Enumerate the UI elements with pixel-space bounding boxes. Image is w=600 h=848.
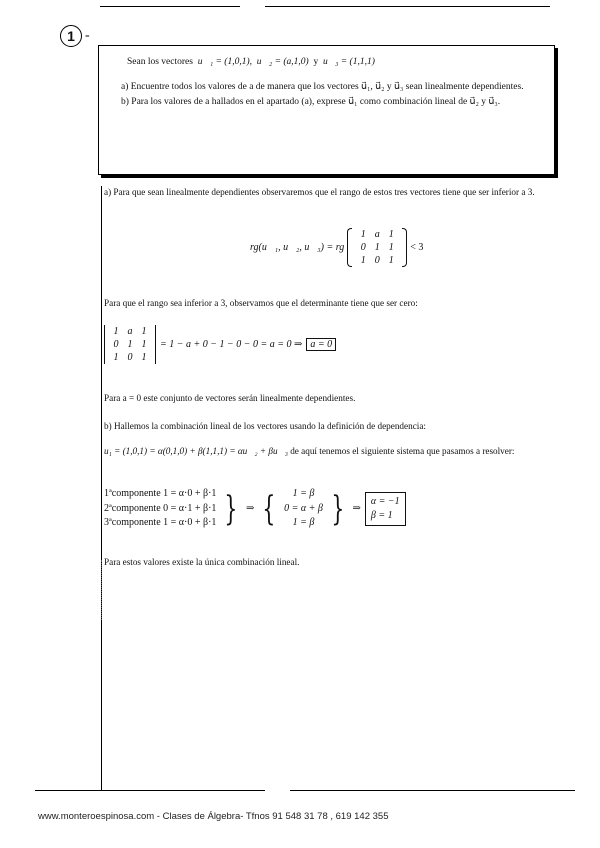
statement-part-b: b) Para los valores de a hallados en el apartado (a), exprese u⃗₁ como combinación lineal de u⃗₂ y u⃗₃. (121, 96, 501, 107)
exercise-number: 1 (60, 25, 82, 47)
determinant-expression (104, 325, 336, 364)
det-intro: Para que el rango sea inferior a 3, observamos que el determinante tiene que ser cero: (104, 298, 418, 308)
vector-u3: u⃗₃ = (1,1,1) (322, 57, 375, 67)
simplified-row: 1 = β (292, 488, 315, 499)
system-row: 2ªcomponente 0 = α·1 + β·1 (104, 502, 217, 514)
bottom-rule-left (35, 790, 265, 791)
rank-matrix-grid (352, 228, 402, 267)
det-expr: = 1 − a + 0 − 1 − 0 − 0 = a = 0 ⇒ (160, 339, 303, 350)
right-brace: } (224, 488, 238, 529)
rank-matrix-cell: 0 (360, 242, 366, 253)
rank-matrix-cell: 1 (388, 229, 394, 240)
exercise-dash: - (85, 28, 90, 43)
statement-part-a: a) Encuentre todos los valores de a de manera que los vectores u⃗₁, u⃗₂ y u⃗₃ sean linealmente dependientes. (121, 81, 524, 92)
system-row: 1ªcomponente 1 = α·0 + β·1 (104, 488, 217, 499)
b-intro: b) Hallemos la combinación lineal de los vectores usando la definición de dependencia: (104, 421, 426, 431)
rank-matrix-cell: 1 (388, 242, 394, 253)
combo-tail: de aquí tenemos el siguiente sistema que pasamos a resolver: (290, 446, 515, 456)
solution-a-intro: a) Para que sean linealmente dependientes observaremos que el rango de estos tres vectores tiene que ser inferior a 3. (104, 187, 535, 197)
system-simplified (284, 487, 323, 531)
statement-vectors: Sean los vectores u⃗₁ = (1,0,1), u⃗₂ = (a,1,0) y u⃗₃ = (1,1,1) (127, 57, 375, 67)
solution-row: α = −1 (370, 495, 400, 507)
simplified-row: 1 = β (292, 517, 315, 528)
top-rule-left (100, 6, 240, 7)
rank-rhs: < 3 (410, 242, 424, 253)
margin-line (101, 186, 102, 791)
det-result: a = 0 (306, 338, 336, 351)
vector-u1: u⃗₁ = (1,0,1) (197, 57, 250, 67)
rank-matrix-cell: 1 (388, 255, 394, 266)
final-sentence: Para estos valores existe la única combinación lineal. (104, 557, 300, 567)
implies-arrow-1: ⇒ (246, 503, 255, 515)
statement-box (98, 45, 555, 175)
det-matrix-cell: 0 (127, 352, 133, 363)
rank-matrix-cell: 0 (374, 255, 380, 266)
det-matrix (104, 325, 156, 364)
combo-eq: u₁ = (1,0,1) = α(0,1,0) + β(1,1,1) = αu⃗₂ + βu⃗₃ (104, 446, 288, 456)
margin-dots (101, 560, 103, 620)
det-matrix-cell: 1 (113, 326, 119, 337)
rank-matrix-cell: a (374, 229, 380, 240)
det-matrix-cell: 1 (141, 352, 147, 363)
left-brace: { (262, 488, 276, 529)
det-matrix-cell: 1 (141, 339, 147, 350)
solution-row: β = 1 (370, 509, 393, 521)
system-row: 3ªcomponente 1 = α·0 + β·1 (104, 517, 217, 528)
rank-matrix-cell: 1 (374, 242, 380, 253)
rank-matrix (347, 228, 407, 267)
top-rule-right (265, 6, 550, 7)
combination-line (104, 445, 556, 457)
det-matrix-cell: 1 (113, 352, 119, 363)
a-conclusion: Para a = 0 este conjunto de vectores serán linealmente dependientes. (104, 393, 356, 403)
bottom-rule-right (290, 790, 575, 791)
system-solution (365, 492, 406, 526)
rank-matrix-cell: 1 (360, 255, 366, 266)
footer-text: www.monteroespinosa.com - Clases de Álgebra- Tfnos 91 548 31 78 , 619 142 355 (38, 811, 389, 822)
det-matrix-cell: 1 (127, 339, 133, 350)
system-rows (104, 487, 216, 531)
y-word: y (313, 57, 319, 67)
implies-arrow-2: ⇒ (352, 503, 361, 515)
right-brace-2: } (331, 488, 345, 529)
det-matrix-cell: 0 (113, 339, 119, 350)
simplified-row: 0 = α + β (284, 502, 323, 514)
rank-expression (250, 228, 423, 267)
linear-system (104, 487, 406, 531)
det-matrix-cell: 1 (141, 326, 147, 337)
det-matrix-cell: a (127, 326, 133, 337)
rank-matrix-cell: 1 (360, 229, 366, 240)
rank-lhs: rg(u⃗₁, u⃗₂, u⃗₃) = rg (250, 242, 345, 253)
det-matrix-grid (105, 325, 155, 364)
vectors-intro: Sean los vectores (127, 57, 193, 67)
vector-u2: u⃗₂ = (a,1,0) (256, 57, 309, 67)
